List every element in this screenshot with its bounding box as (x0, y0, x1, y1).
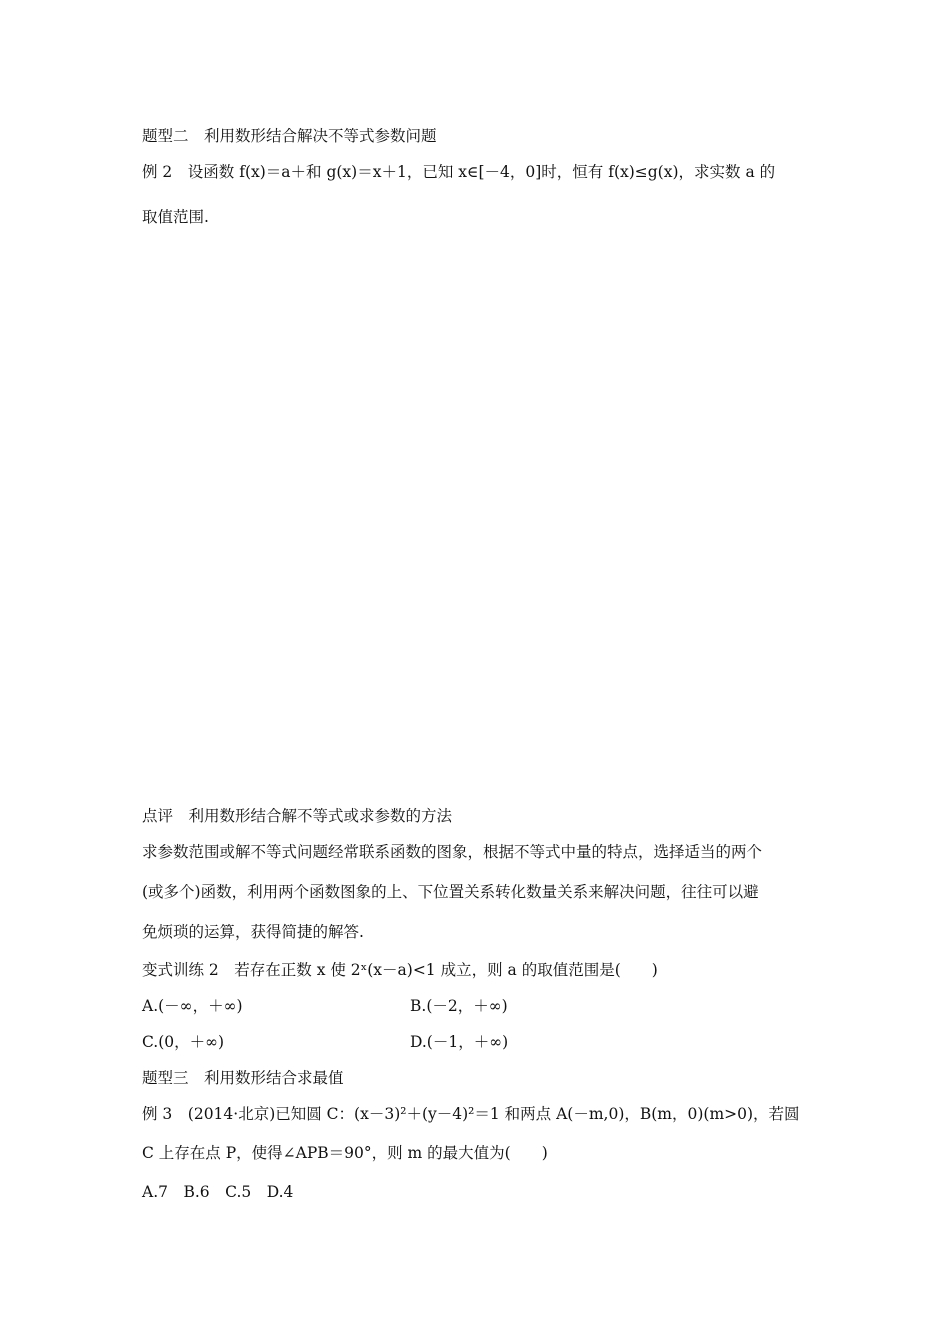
review-text-line1: 求参数范围或解不等式问题经常联系函数的图象，根据不等式中量的特点，选择适当的两个 (142, 843, 763, 861)
example3-text-line2: C 上存在点 P，使得∠APB＝90°，则 m 的最大值为( ) (142, 1144, 548, 1162)
review-heading: 点评 利用数形结合解不等式或求参数的方法 (142, 807, 453, 825)
review-text-line2: (或多个)函数，利用两个函数图象的上、下位置关系转化数量关系来解决问题，往往可以避 (142, 883, 759, 901)
section2-heading: 题型二 利用数形结合解决不等式参数问题 (142, 127, 437, 145)
exercise2-option-b: B.(－2，＋∞) (410, 997, 508, 1015)
exercise2-option-c: C.(0，＋∞) (142, 1033, 225, 1051)
section3-heading: 题型三 利用数形结合求最值 (142, 1069, 344, 1087)
review-text-line3: 免烦琐的运算，获得简捷的解答. (142, 923, 364, 941)
example2-text-line2: 取值范围. (142, 208, 209, 226)
example3-options: A.7 B.6 C.5 D.4 (142, 1183, 294, 1201)
exercise2-option-a: A.(－∞，＋∞) (142, 997, 243, 1015)
exercise2-question: 变式训练 2 若存在正数 x 使 2ˣ(x－a)<1 成立，则 a 的取值范围是( ) (142, 961, 658, 979)
exercise2-option-d: D.(－1，＋∞) (410, 1033, 509, 1051)
example2-text-line1: 例 2 设函数 f(x)＝a＋和 g(x)＝x＋1，已知 x∈[－4，0]时，恒有 f(x)≤g(x)，求实数 a 的 (142, 163, 776, 181)
example3-text-line1: 例 3 (2014·北京)已知圆 C：(x－3)²＋(y－4)²＝1 和两点 A(－m,0)，B(m，0)(m>0)，若圆 (142, 1105, 800, 1123)
